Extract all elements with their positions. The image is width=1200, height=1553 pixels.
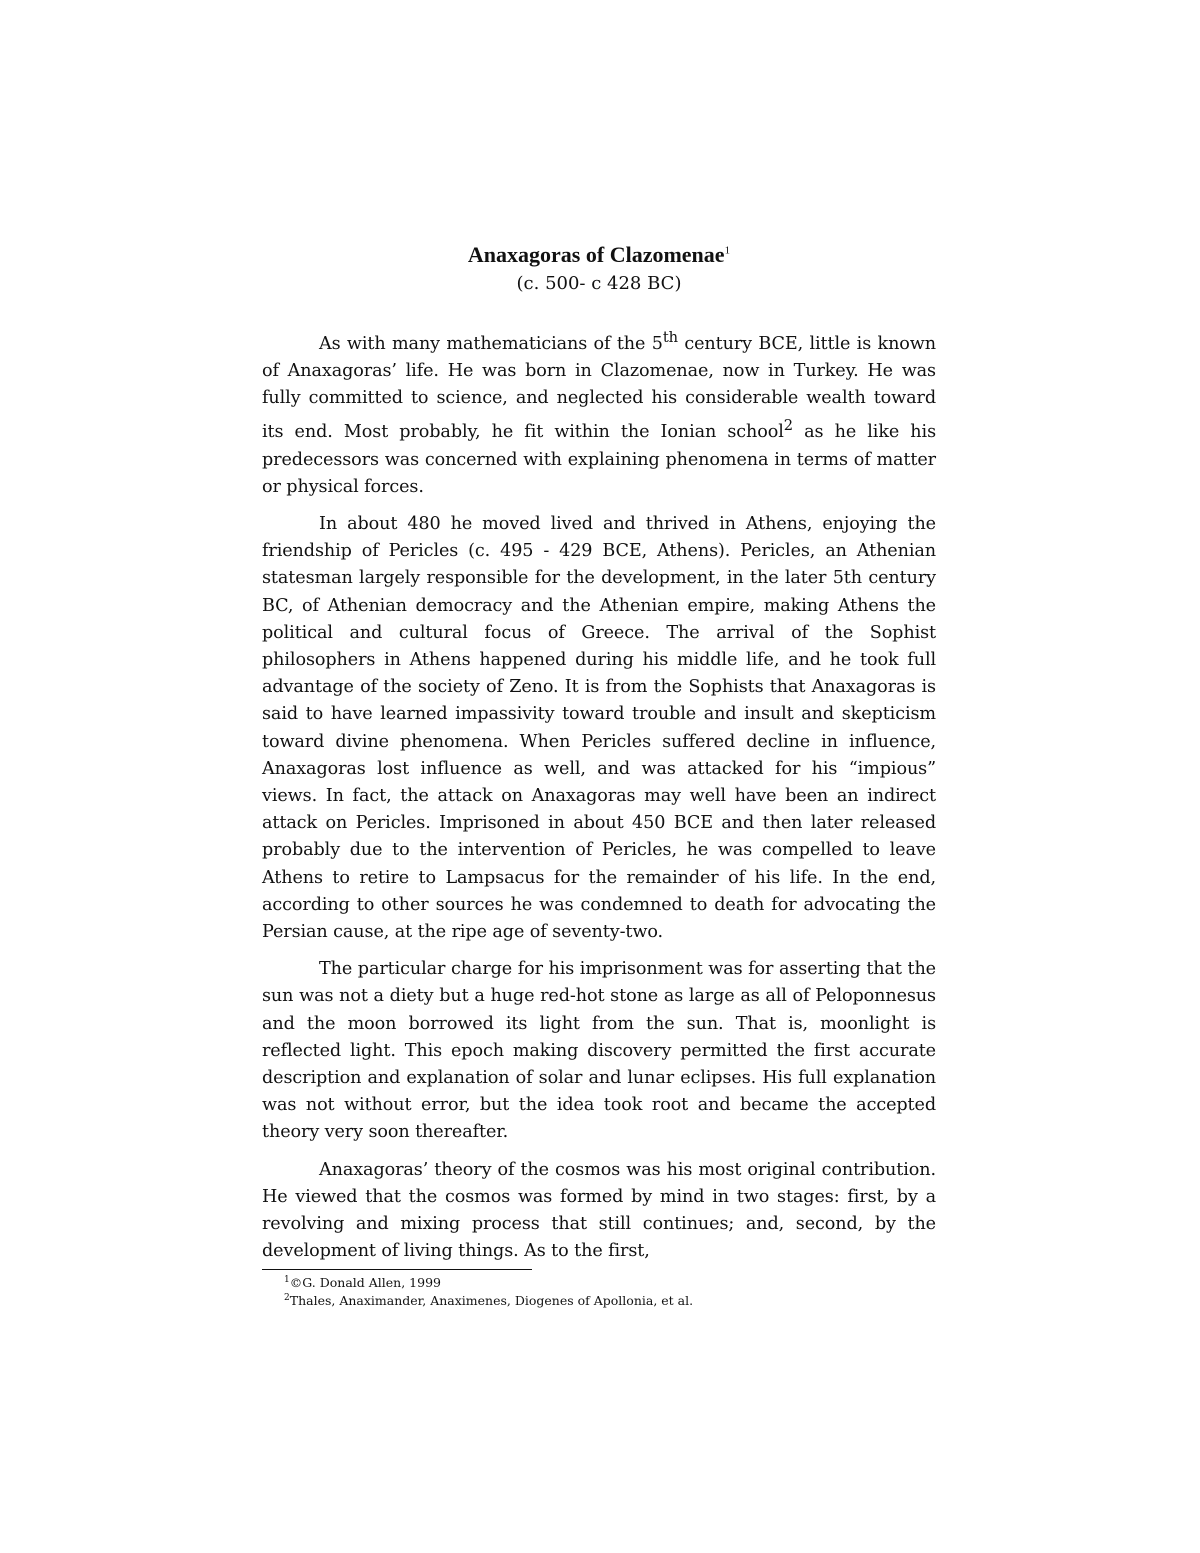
paragraph-4: Anaxagoras’ theory of the cosmos was his most original contribution. He viewed that the cosmos was formed by mind in two stages: first, by a revolving and mixing process that still continues; and, second, by the development of living things. As to the first, xyxy=(262,1159,936,1262)
paragraph-1-part-3: as he like his predecessors was concerned with explaining phenomena in terms of matter or physical forces. xyxy=(262,422,936,497)
document-page xyxy=(262,240,936,1310)
footnote-2-mark: 2 xyxy=(284,1293,290,1304)
document-title xyxy=(262,240,936,270)
title-text: Anaxagoras of Clazomenae xyxy=(467,242,725,267)
paragraph-1-part-2: century BCE, little is known of Anaxagoras’ life. He was born in Clazomenae, now in Turkey. He was fully committed to science, and neglected his considerable wealth toward its end. Most probably, he fit within the Ionian school xyxy=(262,333,936,443)
footnote-1-mark: 1 xyxy=(284,1275,290,1286)
footnote-2-text: Thales, Anaximander, Anaximenes, Diogenes of Apollonia, et al. xyxy=(289,1293,694,1309)
footnote-2 xyxy=(262,1292,936,1310)
footnote-1-text: ©G. Donald Allen, 1999 xyxy=(289,1275,441,1291)
paragraph-1 xyxy=(262,324,936,501)
footnote-ref-2: 2 xyxy=(783,417,794,435)
paragraph-2: In about 480 he moved lived and thrived in Athens, enjoying the friendship of Pericles (c. 495 - 429 BCE, Athens). Pericles, an Athenian statesman largely responsible for the development, in the later 5th century BC, of Athenian democracy and the Athenian empire, making Athens the political and cultural focus of Greece. The arrival of the Sophist philosophers in Athens happened during his middle life, and he took full advantage of the society of Zeno. It is from the Sophists that Anaxagoras is said to have learned impassivity toward trouble and insult and skepticism toward divine phenomena. When Pericles suffered decline in influence, Anaxagoras lost influence as well, and was attacked for his “impious” views. In fact, the attack on Anaxagoras may well have been an indirect attack on Pericles. Imprisoned in about 450 BCE and then later released probably due to the intervention of Pericles, he was compelled to leave Athens to retire to Lampsacus for the remainder of his life. In the end, according to other sources he was condemned to death for advocating the Persian cause, at the ripe age of seventy-two. xyxy=(262,513,936,942)
paragraph-1-part-1: As with many mathematicians of the 5 xyxy=(319,333,663,354)
paragraph-3: The particular charge for his imprisonment was for asserting that the sun was not a diety but a huge red-hot stone as large as all of Peloponnesus and the moon borrowed its light from the sun. That is, moonlight is reflected light. This epoch making discovery permitted the first accurate description and explanation of solar and lunar eclipses. His full explanation was not without error, but the idea took root and became the accepted theory very soon thereafter. xyxy=(262,959,936,1143)
title-footnote-mark: 1 xyxy=(724,244,731,257)
superscript-th: th xyxy=(662,329,678,346)
document-subtitle: (c. 500- c 428 BC) xyxy=(516,273,682,294)
footnote-1 xyxy=(262,1274,936,1292)
footnote-divider xyxy=(262,1269,532,1270)
